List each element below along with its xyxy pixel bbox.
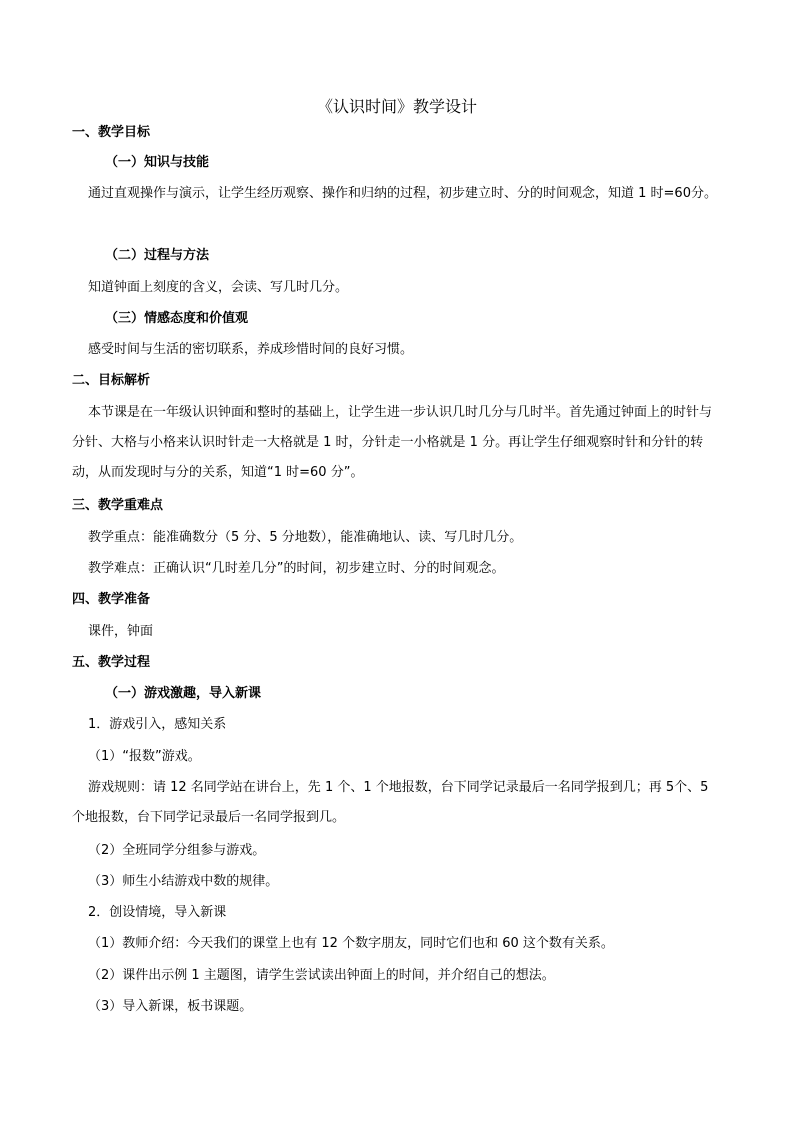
heading-teaching-process: 五、教学过程 <box>72 655 151 670</box>
paragraph-game-rules: 游戏规则：请 12 名同学站在讲台上，先 1 个、1 个地报数，台下同学记录最后一名同学报到几；再 5个、5 个地报数，台下同学记录最后一名同学报到几。 <box>72 780 709 825</box>
item-game-intro-2-c: （3）导入新课，板书课题。 <box>88 999 253 1014</box>
item-game-intro-2-b: （2）课件出示例 1 主题图，请学生尝试读出钟面上的时间，并介绍自己的想法。 <box>88 968 555 983</box>
item-game-intro-2-a: （1）教师介绍：今天我们的课堂上也有 12 个数字朋友，同时它们也和 60 这个数有关系。 <box>88 936 614 951</box>
paragraph-attitude-values: 感受时间与生活的密切联系，养成珍惜时间的良好习惯。 <box>88 342 414 357</box>
paragraph-key-point: 教学重点：能准确数分（5 分、5 分地数），能准确地认、读、写几时几分。 <box>88 530 523 545</box>
item-game-intro-1-c: （3）师生小结游戏中数的规律。 <box>88 874 279 889</box>
paragraph-goal-analysis: 本节课是在一年级认识钟面和整时的基础上，让学生进一步认识几时几分与几时半。首先通过钟面上的时针与分针、大格与小格来认识时针走一大格就是 1 时，分针走一小格就是 1 分。再让学生仔细观察时针和分针的转动，从而发现时与分的关系，知道“1 时=60 分”。 <box>72 405 713 480</box>
paragraph-process-method: 知道钟面上刻度的含义，会读、写几时几分。 <box>88 280 349 295</box>
item-game-intro-2: 2．创设情境，导入新课 <box>88 905 227 920</box>
subheading-process-method: （二）过程与方法 <box>105 248 210 263</box>
subheading-game-intro: （一）游戏激趣，导入新课 <box>105 686 262 701</box>
item-game-intro-1-b: （2）全班同学分组参与游戏。 <box>88 843 266 858</box>
paragraph-difficult-point: 教学难点：正确认识“几时差几分”的时间，初步建立时、分的时间观念。 <box>88 561 505 576</box>
heading-goal-analysis: 二、目标解析 <box>72 373 151 388</box>
item-game-intro-1: 1．游戏引入，感知关系 <box>88 717 227 732</box>
paragraph-preparation: 课件，钟面 <box>88 624 154 639</box>
heading-key-difficult-points: 三、教学重难点 <box>72 498 164 513</box>
subheading-knowledge-skills: （一）知识与技能 <box>105 155 210 170</box>
item-game-intro-1-a: （1）“报数”游戏。 <box>88 749 201 764</box>
subheading-attitude-values: （三）情感态度和价值观 <box>105 311 249 326</box>
heading-preparation: 四、教学准备 <box>72 592 151 607</box>
document-title: 《认识时间》教学设计 <box>316 97 477 116</box>
paragraph-knowledge-skills: 通过直观操作与演示，让学生经历观察、操作和归纳的过程，初步建立时、分的时间观念，知道 1 时=60分。 <box>88 186 717 201</box>
heading-teaching-goals: 一、教学目标 <box>72 125 151 140</box>
